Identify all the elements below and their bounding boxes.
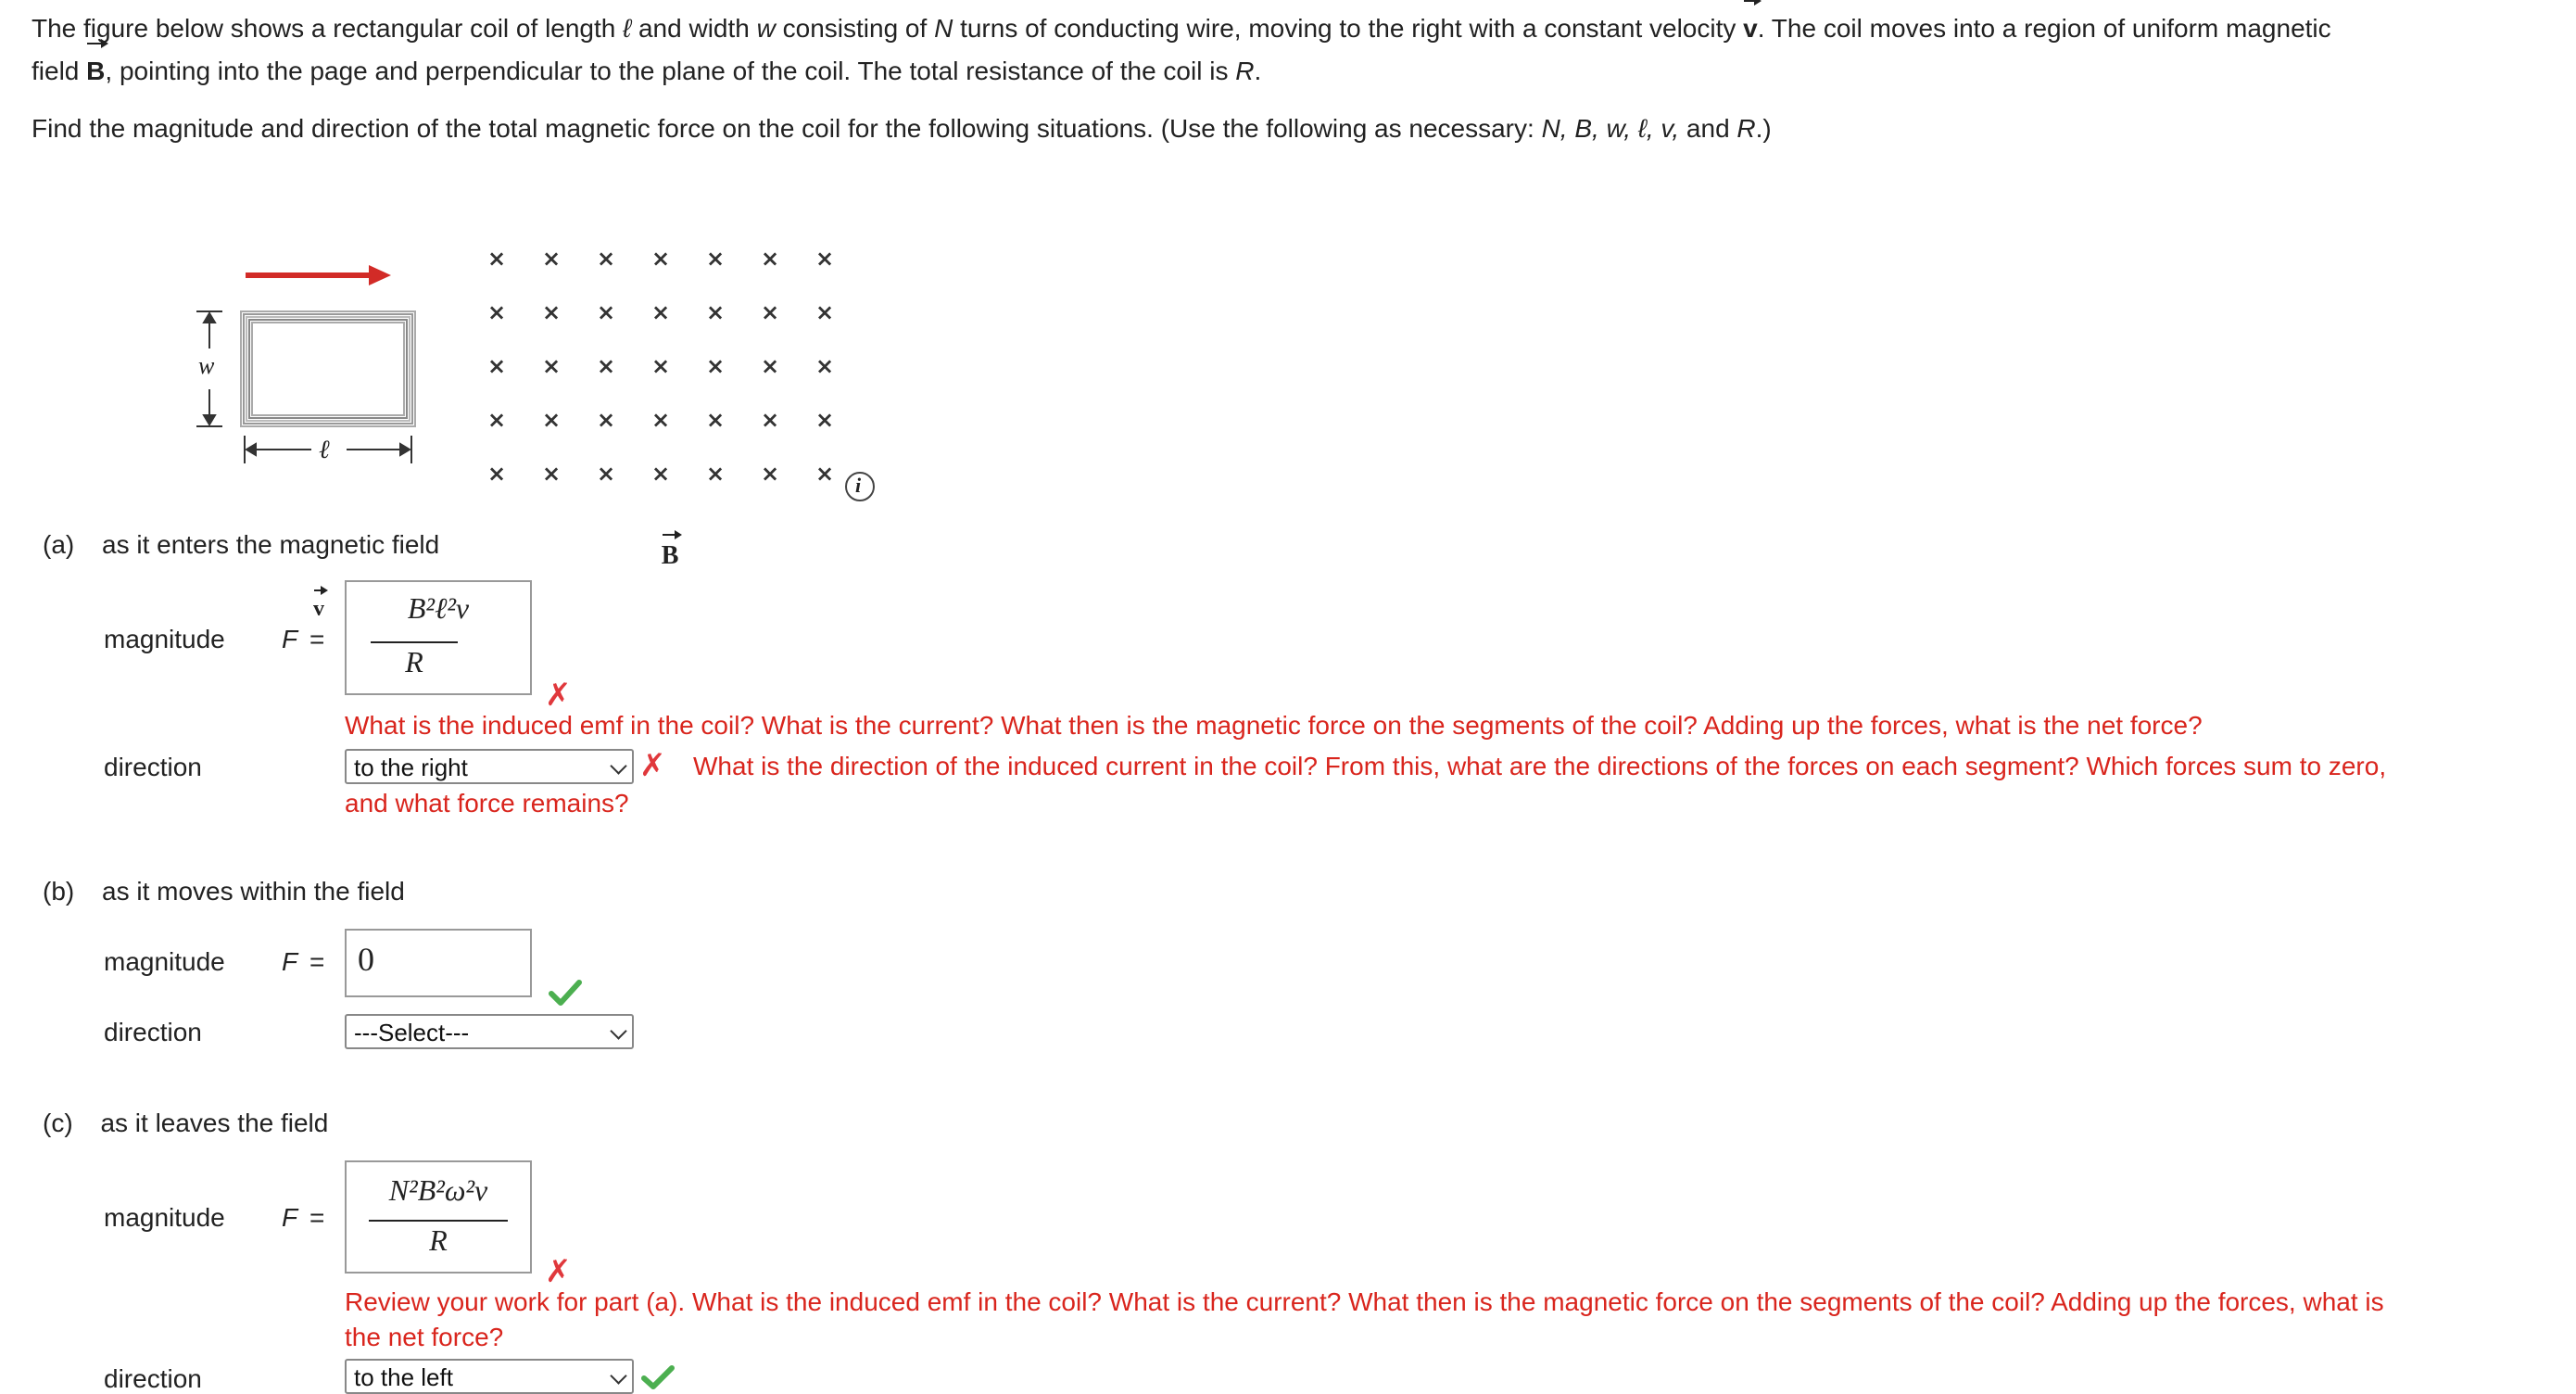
field-into-page-icon: × [815,299,835,325]
part-a-magnitude-hint: What is the induced emf in the coil? What is the current? What then is the magnetic force on the segments of the coil? Adding up the forces, what is the net force? [345,711,2203,740]
part-c-magnitude-answer[interactable] [345,1160,532,1274]
intro-text: and width [631,14,757,43]
field-into-page-icon: × [706,353,726,379]
field-into-page-icon: × [706,246,726,272]
part-b-F-label: F [282,947,298,976]
instruction-vars: N, B, w, ℓ, v, [1541,114,1680,143]
part-b-magnitude-answer[interactable] [345,929,532,997]
field-label: B [661,541,679,570]
part-c-heading [43,1109,328,1138]
field-into-page-icon: × [651,407,671,433]
instruction [32,108,2533,150]
field-into-page-icon: × [542,246,562,272]
chevron-down-icon [610,1367,626,1384]
chevron-down-icon [610,1022,626,1039]
field-into-page-icon: × [542,407,562,433]
field-into-page-icon: × [651,246,671,272]
intro-text: . [1254,57,1262,85]
length-label: ℓ [319,436,330,464]
velocity-label: v [313,597,324,621]
part-a-direction-incorrect-icon: ✗ [639,747,666,784]
part-b-correct-check-icon [549,979,582,1007]
intro-text: The figure below shows a rectangular coil of length [32,14,624,43]
problem-intro [32,7,2533,93]
part-b-letter: (b) [43,877,75,906]
field-into-page-icon: × [761,407,780,433]
part-a-magnitude-incorrect-icon: ✗ [545,677,572,714]
field-into-page-icon: × [651,461,671,487]
part-c-magnitude-label: magnitude [104,1203,225,1232]
var-w: w [756,14,776,43]
part-c-equals: = [309,1203,325,1232]
field-into-page-icon: × [487,407,507,433]
field-into-page-icon: × [706,407,726,433]
part-c-numerator: N²B²ω²v [388,1173,488,1207]
field-into-page-icon: × [651,299,671,325]
part-a-heading [43,530,439,560]
part-c-letter: (c) [43,1109,73,1137]
part-b-magnitude-label: magnitude [104,947,225,976]
part-a-magnitude-answer[interactable] [345,580,532,695]
part-b-direction-value: ---Select--- [354,1019,470,1046]
field-into-page-icon: × [542,353,562,379]
var-R: R [1235,57,1255,85]
intro-text: consisting of [775,14,935,43]
part-c-magnitude-incorrect-icon: ✗ [545,1253,572,1290]
part-b-title: as it moves within the field [102,877,405,906]
intro-text: field [32,57,87,85]
part-c-denominator: R [429,1223,448,1257]
field-into-page-icon: × [761,299,780,325]
instruction-text: and [1679,114,1737,143]
intro-text: . The coil moves into a region of uniform magnetic [1757,14,2331,43]
part-b-direction-select[interactable] [345,1014,634,1049]
field-into-page-icon: × [815,461,835,487]
magnetic-field-grid [0,167,927,510]
part-a-letter: (a) [43,530,75,559]
info-icon-glyph: i [855,474,862,497]
part-a-direction-hint: What is the direction of the induced current in the coil? From this, what are the directions of the forces on each segment? Which forces sum to zero, [693,752,2387,780]
chevron-down-icon [610,757,626,774]
field-into-page-icon: × [597,461,616,487]
part-c-direction-value: to the left [354,1363,453,1391]
part-c-direction-select[interactable] [345,1359,634,1394]
part-a-direction-label: direction [104,753,202,781]
part-a-equals: = [309,625,325,653]
field-into-page-icon: × [597,353,616,379]
field-into-page-icon: × [761,461,780,487]
part-c-title: as it leaves the field [100,1109,329,1137]
field-into-page-icon: × [487,461,507,487]
var-ell: ℓ [623,14,632,43]
field-into-page-icon: × [487,246,507,272]
part-a-numerator: B²ℓ²v [407,591,470,625]
part-c-magnitude-hint: Review your work for part (a). What is the induced emf in the coil? What is the current? What then is the magnetic force on the segments of the coil? Adding up the forces, what is [345,1287,2384,1316]
field-into-page-icon: × [487,353,507,379]
field-into-page-icon: × [651,353,671,379]
field-into-page-icon: × [542,461,562,487]
var-N: N [934,14,953,43]
field-into-page-icon: × [542,299,562,325]
field-into-page-icon: × [815,246,835,272]
part-a-title: as it enters the magnetic field [102,530,440,559]
instruction-var-R: R [1736,114,1756,143]
part-b-answer-value: 0 [358,941,374,978]
part-c-direction-label: direction [104,1364,202,1393]
field-into-page-icon: × [597,299,616,325]
part-c-F-label: F [282,1203,298,1232]
field-into-page-icon: × [487,299,507,325]
field-into-page-icon: × [706,461,726,487]
width-label: w [198,352,215,379]
part-c-correct-check-icon [641,1364,675,1390]
field-into-page-icon: × [706,299,726,325]
part-a-denominator: R [405,645,423,678]
part-a-magnitude-label: magnitude [104,625,225,653]
part-c-magnitude-hint-cont: the net force? [345,1323,504,1351]
vector-v: v [1743,7,1758,50]
field-into-page-icon: × [815,407,835,433]
field-into-page-icon: × [597,246,616,272]
part-a-direction-value: to the right [354,754,468,781]
field-into-page-icon: × [761,246,780,272]
part-a-direction-select[interactable] [345,749,634,784]
part-a-F-label: F [282,625,298,653]
part-a-fraction-bar [371,641,458,643]
instruction-text: Find the magnitude and direction of the total magnetic force on the coil for the following situations. (Use the following as necessary: [32,114,1542,143]
intro-text: , pointing into the page and perpendicular to the plane of the coil. The total resistance of the coil is [105,57,1236,85]
instruction-text: .) [1755,114,1772,143]
intro-text: turns of conducting wire, moving to the right with a constant velocity [953,14,1744,43]
field-into-page-icon: × [815,353,835,379]
vector-B: B [86,50,105,93]
part-b-heading [43,877,405,906]
part-b-direction-label: direction [104,1018,202,1046]
field-into-page-icon: × [597,407,616,433]
part-b-equals: = [309,947,325,976]
field-into-page-icon: × [761,353,780,379]
part-a-direction-hint-cont: and what force remains? [345,789,629,817]
part-c-fraction-bar [369,1220,508,1222]
